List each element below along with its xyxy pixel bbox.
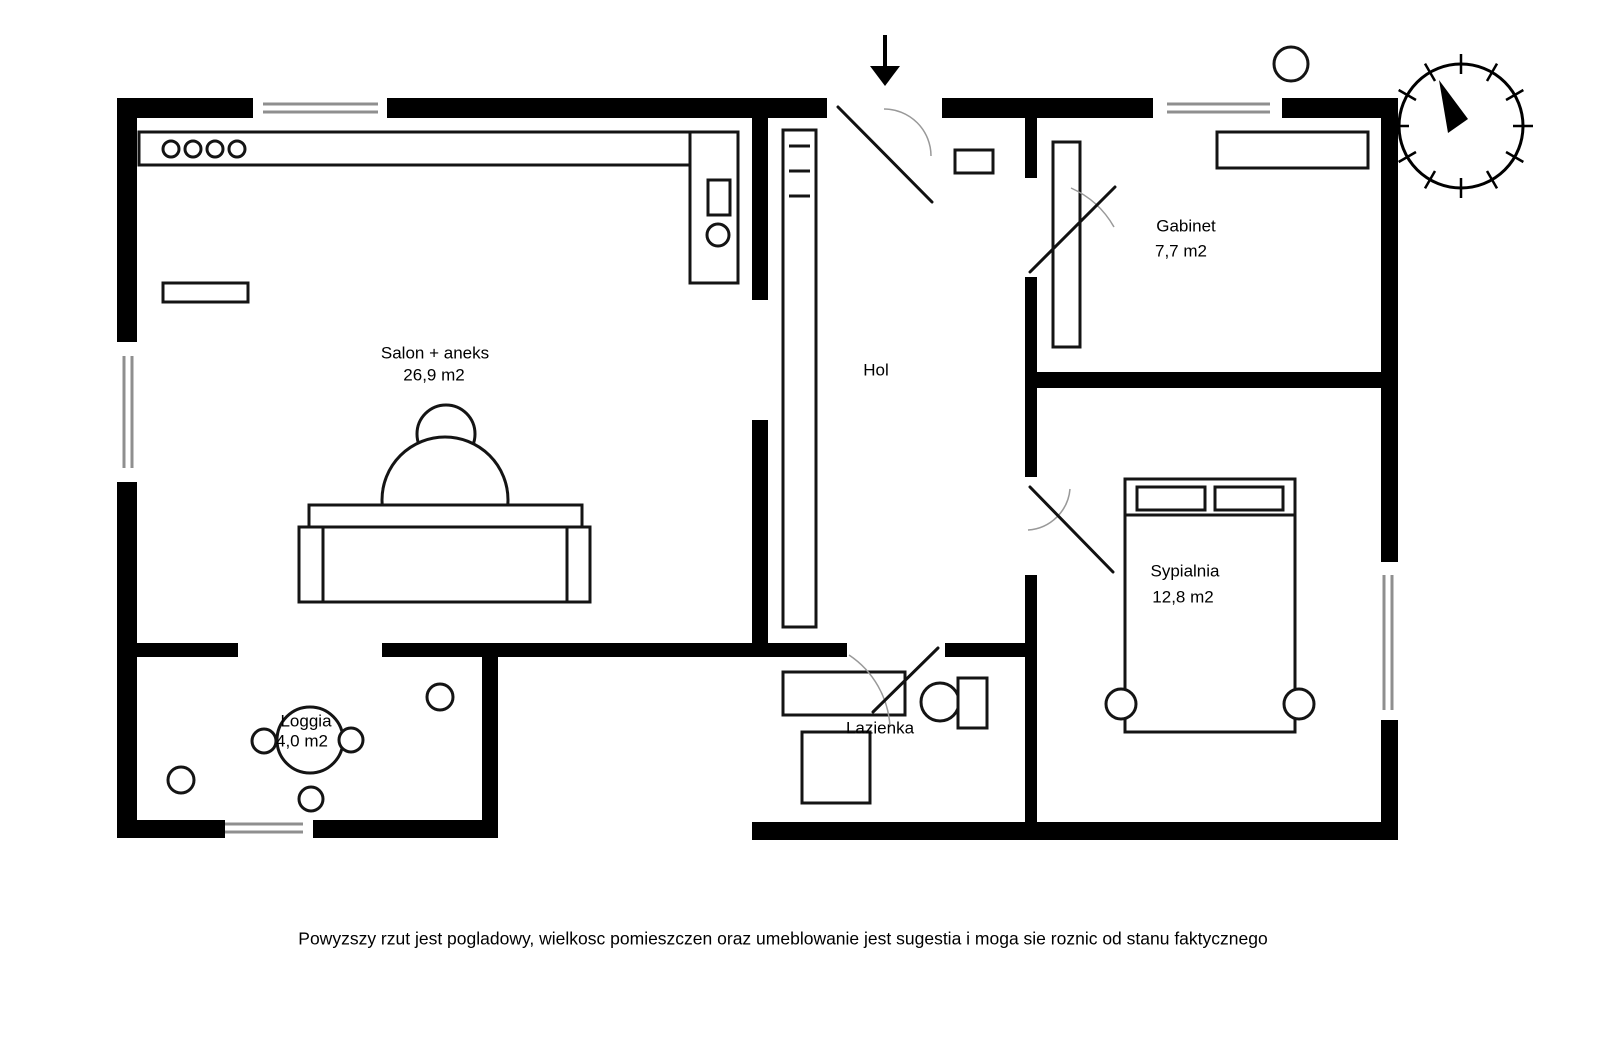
loggia-stool-left	[168, 767, 194, 793]
wall-top-hol-gabinet	[942, 98, 1153, 118]
door-sypialnia-swing-arc	[1028, 489, 1070, 530]
wall-bottom-main	[752, 822, 1398, 840]
wall-bottom-loggia-right	[313, 820, 498, 838]
loggia-stool-right	[427, 684, 453, 710]
burner-4	[229, 141, 245, 157]
room-label-gabinet: Gabinet	[1156, 216, 1216, 236]
door-entrance-swing-arc	[884, 109, 931, 156]
room-label-lazienka: Lazienka	[845, 718, 915, 738]
wall-left-lower	[117, 482, 137, 838]
burner-3	[207, 141, 223, 157]
entrance-arrow-icon	[870, 35, 900, 86]
ceiling-lamp	[1274, 47, 1308, 81]
bed-wheel-right	[1284, 689, 1314, 719]
toilet-tank	[958, 678, 987, 728]
burner-2	[185, 141, 201, 157]
wall-right-upper	[1381, 98, 1398, 562]
window-loggia-bottom	[225, 824, 303, 832]
salon-shelf	[163, 283, 248, 302]
room-area-sypialnia: 12,8 m2	[1152, 587, 1214, 607]
oven-knob	[707, 224, 729, 246]
oven	[708, 180, 730, 215]
wall-gabinet-sypialnia	[1025, 372, 1398, 388]
room-label-hol: Hol	[863, 360, 889, 380]
compass-needle	[1439, 80, 1468, 133]
window-gabinet-top	[1167, 104, 1270, 112]
pillow-right	[1215, 487, 1283, 510]
wall-sypialnia-left	[1025, 575, 1037, 840]
toilet-bowl	[921, 683, 959, 721]
door-sypialnia-panel	[1030, 487, 1113, 572]
door-sypialnia	[1028, 487, 1113, 572]
wall-hol-gabinet-upper	[1025, 118, 1037, 178]
window-salon-left	[124, 356, 132, 468]
wall-bottom-loggia-left	[117, 820, 225, 838]
bed-wheel-left	[1106, 689, 1136, 719]
wall-loggia-right	[482, 657, 498, 838]
wall-loggia-top-left	[120, 643, 238, 657]
hol-wardrobe	[783, 130, 816, 627]
wall-top-left	[117, 98, 253, 118]
loggia-chair-bottom	[299, 787, 323, 811]
shoe-bench	[955, 150, 993, 173]
wall-bath-top-right	[945, 643, 1032, 657]
gabinet-desk	[1217, 132, 1368, 168]
room-label-salon: Salon + aneks	[380, 343, 490, 363]
wall-left-upper	[117, 98, 137, 342]
disclaimer-text: Powyzszy rzut jest pogladowy, wielkosc pomieszczen oraz umeblowanie jest sugestia i moga sie roznic od stanu faktycznego	[298, 928, 1268, 949]
room-area-gabinet: 7,7 m2	[1155, 241, 1207, 261]
door-entrance-panel	[838, 107, 932, 202]
room-label-loggia: Loggia	[280, 711, 332, 731]
window-sypialnia-right	[1384, 575, 1392, 710]
pillow-left	[1137, 487, 1205, 510]
loggia-chair-right	[339, 728, 363, 752]
wall-mid-divider-lower	[752, 420, 768, 657]
burner-1	[163, 141, 179, 157]
wall-mid-divider-upper	[752, 115, 768, 300]
door-entrance	[838, 107, 932, 202]
sofa-seat	[299, 527, 590, 602]
room-area-loggia: 4,0 m2	[276, 731, 328, 751]
shower	[802, 732, 870, 803]
room-label-sypialnia: Sypialnia	[1150, 561, 1220, 581]
wall-top-right	[1282, 98, 1398, 118]
room-area-salon: 26,9 m2	[403, 365, 465, 385]
loggia-chair-left	[252, 729, 276, 753]
window-salon-top	[263, 104, 378, 112]
compass-icon	[1389, 54, 1533, 198]
wall-salon-bottom	[382, 643, 847, 657]
